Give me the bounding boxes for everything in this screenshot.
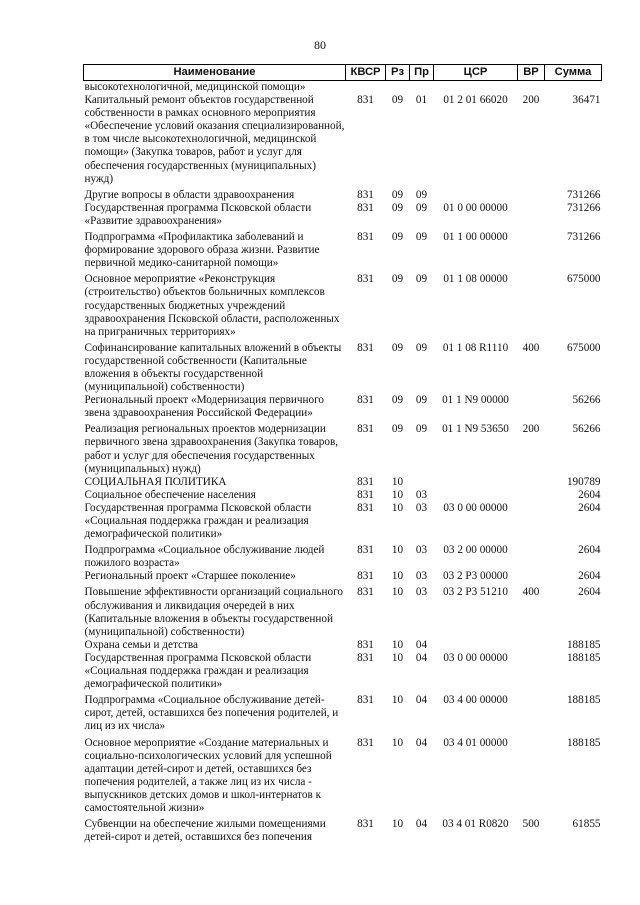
cell-pr: 04 bbox=[415, 638, 428, 651]
cell-rz: 10 bbox=[391, 736, 404, 749]
cell-rz: 10 bbox=[391, 651, 404, 664]
cell-sum: 2604 bbox=[578, 544, 601, 557]
table-header-row bbox=[84, 65, 602, 81]
cell-csr: 03 4 01 00000 bbox=[443, 736, 508, 749]
cell-kvsr: 831 bbox=[357, 188, 374, 201]
cell-sum: 2604 bbox=[578, 570, 601, 583]
cell-vr bbox=[518, 394, 545, 420]
cell-name: Государственная программа Псковской области «Социальная поддержка граждан и реализация демографической политики» bbox=[84, 501, 312, 541]
cell-name: Подпрограмма «Социальное обслуживание детей-сирот, детей, оставшихся без попечения родителей, и лиц из их числа» bbox=[84, 694, 339, 733]
cell-pr: 03 bbox=[415, 488, 428, 501]
cell-rz: 09 bbox=[391, 94, 404, 107]
cell-csr bbox=[434, 639, 518, 652]
cell-rz: 10 bbox=[391, 475, 404, 488]
cell-kvsr: 831 bbox=[357, 475, 374, 488]
cell-kvsr: 831 bbox=[357, 94, 374, 107]
cell-pr: 09 bbox=[415, 273, 428, 286]
cell-sum: 731266 bbox=[566, 201, 601, 214]
cell-vr: 200 bbox=[522, 94, 540, 107]
table-row bbox=[84, 541, 602, 570]
cell-rz: 10 bbox=[391, 488, 404, 501]
cell-pr: 01 bbox=[415, 94, 428, 107]
cell-csr bbox=[434, 186, 518, 202]
cell-sum: 2604 bbox=[578, 586, 601, 599]
cell-csr: 03 2 P3 51210 bbox=[443, 586, 508, 599]
table-row bbox=[84, 570, 602, 583]
cell-rz: 09 bbox=[391, 188, 404, 201]
table-row bbox=[84, 489, 602, 502]
cell-csr: 01 2 01 66020 bbox=[443, 94, 508, 107]
cell-csr: 03 4 01 R0820 bbox=[442, 818, 509, 831]
cell-sum: 188185 bbox=[566, 736, 601, 749]
cell-csr: 01 1 08 00000 bbox=[443, 273, 508, 286]
cell-vr bbox=[518, 734, 545, 816]
cell-vr bbox=[518, 570, 545, 583]
cell-name: Капитальный ремонт объектов государственной собственности в рамках основного мероприятия «Обеспечение условий оказания специализированной, в том числе высокотехнологичной, медицинской помощи» (Закупка товаров, работ и услуг для обеспечения государственных (муниципальных) нужд) bbox=[84, 94, 345, 185]
cell-sum bbox=[545, 81, 602, 95]
cell-name: Другие вопросы в области здравоохранения bbox=[84, 188, 295, 201]
cell-pr: 04 bbox=[415, 651, 428, 664]
table-row bbox=[84, 94, 602, 186]
cell-pr: 09 bbox=[415, 394, 428, 407]
cell-rz: 09 bbox=[391, 273, 404, 286]
cell-csr: 01 0 00 00000 bbox=[443, 201, 508, 214]
cell-name: СОЦИАЛЬНАЯ ПОЛИТИКА bbox=[84, 475, 227, 488]
table-row bbox=[84, 691, 602, 733]
col-header-kvsr: КВСР bbox=[346, 65, 386, 81]
table-row bbox=[84, 420, 602, 475]
cell-vr bbox=[518, 652, 545, 691]
cell-kvsr: 831 bbox=[357, 638, 374, 651]
cell-sum: 188185 bbox=[566, 694, 601, 707]
cell-pr: 03 bbox=[415, 544, 428, 557]
cell-pr bbox=[410, 476, 434, 489]
cell-vr bbox=[518, 270, 545, 338]
cell-rz: 09 bbox=[391, 201, 404, 214]
cell-csr: 03 0 00 00000 bbox=[443, 501, 508, 514]
cell-pr: 04 bbox=[415, 736, 428, 749]
cell-kvsr: 831 bbox=[357, 651, 374, 664]
cell-pr: 09 bbox=[415, 231, 428, 244]
cell-pr: 03 bbox=[415, 501, 428, 514]
cell-name: Государственная программа Псковской области «Социальная поддержка граждан и реализация демографической политики» bbox=[84, 651, 312, 691]
cell-vr bbox=[518, 541, 545, 570]
cell-csr bbox=[434, 81, 518, 95]
cell-vr bbox=[518, 476, 545, 489]
cell-vr bbox=[518, 81, 545, 95]
table-row bbox=[84, 186, 602, 202]
cell-rz: 10 bbox=[391, 570, 404, 583]
cell-sum: 2604 bbox=[578, 488, 601, 501]
cell-csr: 01 1 00 00000 bbox=[443, 231, 508, 244]
col-header-pr: Пр bbox=[410, 65, 434, 81]
col-header-sum: Сумма bbox=[545, 65, 602, 81]
cell-sum: 56266 bbox=[572, 423, 601, 436]
cell-csr: 03 4 00 00000 bbox=[443, 694, 508, 707]
cell-pr bbox=[410, 81, 434, 95]
cell-csr bbox=[434, 489, 518, 502]
cell-name: Подпрограмма «Профилактика заболеваний и формирование здорового образа жизни. Развитие первичной медико-санитарной помощи» bbox=[84, 231, 320, 270]
col-header-csr: ЦСР bbox=[434, 65, 518, 81]
table-row bbox=[84, 228, 602, 270]
cell-pr: 09 bbox=[415, 201, 428, 214]
cell-vr bbox=[518, 228, 545, 270]
cell-vr bbox=[518, 502, 545, 541]
cell-vr bbox=[518, 639, 545, 652]
cell-sum: 731266 bbox=[566, 188, 601, 201]
table-row bbox=[84, 639, 602, 652]
cell-rz: 10 bbox=[391, 694, 404, 707]
cell-rz bbox=[386, 81, 410, 95]
cell-sum: 36471 bbox=[572, 94, 601, 107]
cell-csr bbox=[434, 476, 518, 489]
cell-rz: 09 bbox=[391, 341, 404, 354]
cell-pr: 04 bbox=[415, 694, 428, 707]
cell-csr: 03 2 00 00000 bbox=[443, 544, 508, 557]
budget-table bbox=[83, 64, 602, 844]
table-row bbox=[84, 202, 602, 228]
cell-kvsr: 831 bbox=[357, 273, 374, 286]
cell-name: Основное мероприятие «Реконструкция (строительство) объектов больничных комплексов государственных бюджетных учреждений здравоохранения Псковской области, расположенных на приграничных территориях» bbox=[84, 273, 340, 338]
cell-name: Субвенции на обеспечение жилыми помещениями детей-сирот и детей, оставшихся без попечения bbox=[84, 818, 326, 844]
table-row bbox=[84, 476, 602, 489]
table-row bbox=[84, 270, 602, 338]
cell-name: Государственная программа Псковской области «Развитие здравоохранения» bbox=[84, 201, 312, 227]
cell-vr: 400 bbox=[522, 341, 540, 354]
page-number: 80 bbox=[314, 38, 326, 52]
cell-vr: 500 bbox=[522, 818, 540, 831]
table-row bbox=[84, 815, 602, 844]
cell-name: Региональный проект «Старшее поколение» bbox=[84, 570, 296, 583]
cell-csr: 03 2 P3 00000 bbox=[443, 570, 508, 583]
cell-vr: 400 bbox=[522, 586, 540, 599]
cell-kvsr: 831 bbox=[357, 231, 374, 244]
table-row bbox=[84, 734, 602, 816]
cell-csr: 03 0 00 00000 bbox=[443, 651, 508, 664]
cell-kvsr: 831 bbox=[357, 544, 374, 557]
cell-kvsr: 831 bbox=[357, 586, 374, 599]
cell-kvsr bbox=[346, 81, 386, 95]
cell-pr: 03 bbox=[415, 586, 428, 599]
cell-name: Повышение эффективности организаций социального обслуживания и ликвидация очередей в них (Капитальные вложения в объекты государственной (муниципальной) собственности) bbox=[84, 586, 343, 638]
cell-name: высокотехнологичной, медицинской помощи» bbox=[84, 81, 306, 93]
cell-pr: 09 bbox=[415, 188, 428, 201]
table-row bbox=[84, 81, 602, 95]
cell-sum: 731266 bbox=[566, 231, 601, 244]
cell-sum: 61855 bbox=[572, 818, 601, 831]
cell-sum: 675000 bbox=[566, 341, 601, 354]
cell-name: Реализация региональных проектов модернизации первичного звена здравоохранения (Закупка товаров, работ и услуг для обеспечения государственных (муниципальных) нужд) bbox=[84, 423, 339, 475]
cell-sum: 190789 bbox=[566, 475, 601, 488]
cell-sum: 2604 bbox=[578, 501, 601, 514]
cell-rz: 10 bbox=[391, 638, 404, 651]
cell-vr bbox=[518, 186, 545, 202]
cell-vr bbox=[518, 691, 545, 733]
cell-pr: 04 bbox=[415, 818, 428, 831]
cell-rz: 09 bbox=[391, 423, 404, 436]
cell-csr: 01 1 N9 00000 bbox=[442, 394, 509, 407]
cell-rz: 10 bbox=[391, 586, 404, 599]
table-row bbox=[84, 339, 602, 394]
table-row bbox=[84, 583, 602, 638]
cell-vr bbox=[518, 202, 545, 228]
cell-rz: 09 bbox=[391, 231, 404, 244]
cell-sum: 56266 bbox=[572, 394, 601, 407]
table-row bbox=[84, 652, 602, 691]
cell-kvsr: 831 bbox=[357, 570, 374, 583]
cell-kvsr: 831 bbox=[357, 501, 374, 514]
cell-kvsr: 831 bbox=[357, 341, 374, 354]
cell-kvsr: 831 bbox=[357, 818, 374, 831]
table-row bbox=[84, 394, 602, 420]
cell-rz: 10 bbox=[391, 818, 404, 831]
cell-name: Подпрограмма «Социальное обслуживание людей пожилого возраста» bbox=[84, 544, 325, 570]
cell-pr: 09 bbox=[415, 423, 428, 436]
cell-kvsr: 831 bbox=[357, 423, 374, 436]
cell-name: Софинансирование капитальных вложений в объекты государственной собственности (Капитальные вложения в объекты государственной (муниципальной) собственности) bbox=[84, 341, 342, 394]
cell-pr: 03 bbox=[415, 570, 428, 583]
cell-csr: 01 1 N9 53650 bbox=[442, 423, 509, 436]
col-header-rz: Рз bbox=[386, 65, 410, 81]
cell-vr bbox=[518, 489, 545, 502]
cell-vr: 200 bbox=[522, 423, 540, 436]
cell-name: Региональный проект «Модернизация первичного звена здравоохранения Российской Федерации» bbox=[84, 394, 324, 420]
cell-rz: 10 bbox=[391, 501, 404, 514]
cell-name: Социальное обеспечение населения bbox=[84, 488, 256, 501]
cell-kvsr: 831 bbox=[357, 736, 374, 749]
cell-sum: 188185 bbox=[566, 651, 601, 664]
cell-rz: 10 bbox=[391, 544, 404, 557]
cell-kvsr: 831 bbox=[357, 201, 374, 214]
cell-name: Охрана семьи и детства bbox=[84, 638, 198, 651]
cell-kvsr: 831 bbox=[357, 488, 374, 501]
col-header-name: Наименование bbox=[84, 65, 346, 81]
cell-name: Основное мероприятие «Создание материальных и социально-психологических условий для успешной адаптации детей-сирот и детей, оставшихся без попечения родителей, а также лиц из их числа - выпускников детских домов и школ-интернатов к самостоятельной жизни» bbox=[84, 736, 332, 814]
cell-csr: 01 1 08 R1110 bbox=[442, 341, 509, 354]
cell-kvsr: 831 bbox=[357, 394, 374, 407]
cell-sum: 188185 bbox=[566, 638, 601, 651]
cell-rz: 09 bbox=[391, 394, 404, 407]
cell-kvsr: 831 bbox=[357, 694, 374, 707]
table-row bbox=[84, 502, 602, 541]
col-header-vr: ВР bbox=[518, 65, 545, 81]
cell-sum: 675000 bbox=[566, 273, 601, 286]
cell-pr: 09 bbox=[415, 341, 428, 354]
